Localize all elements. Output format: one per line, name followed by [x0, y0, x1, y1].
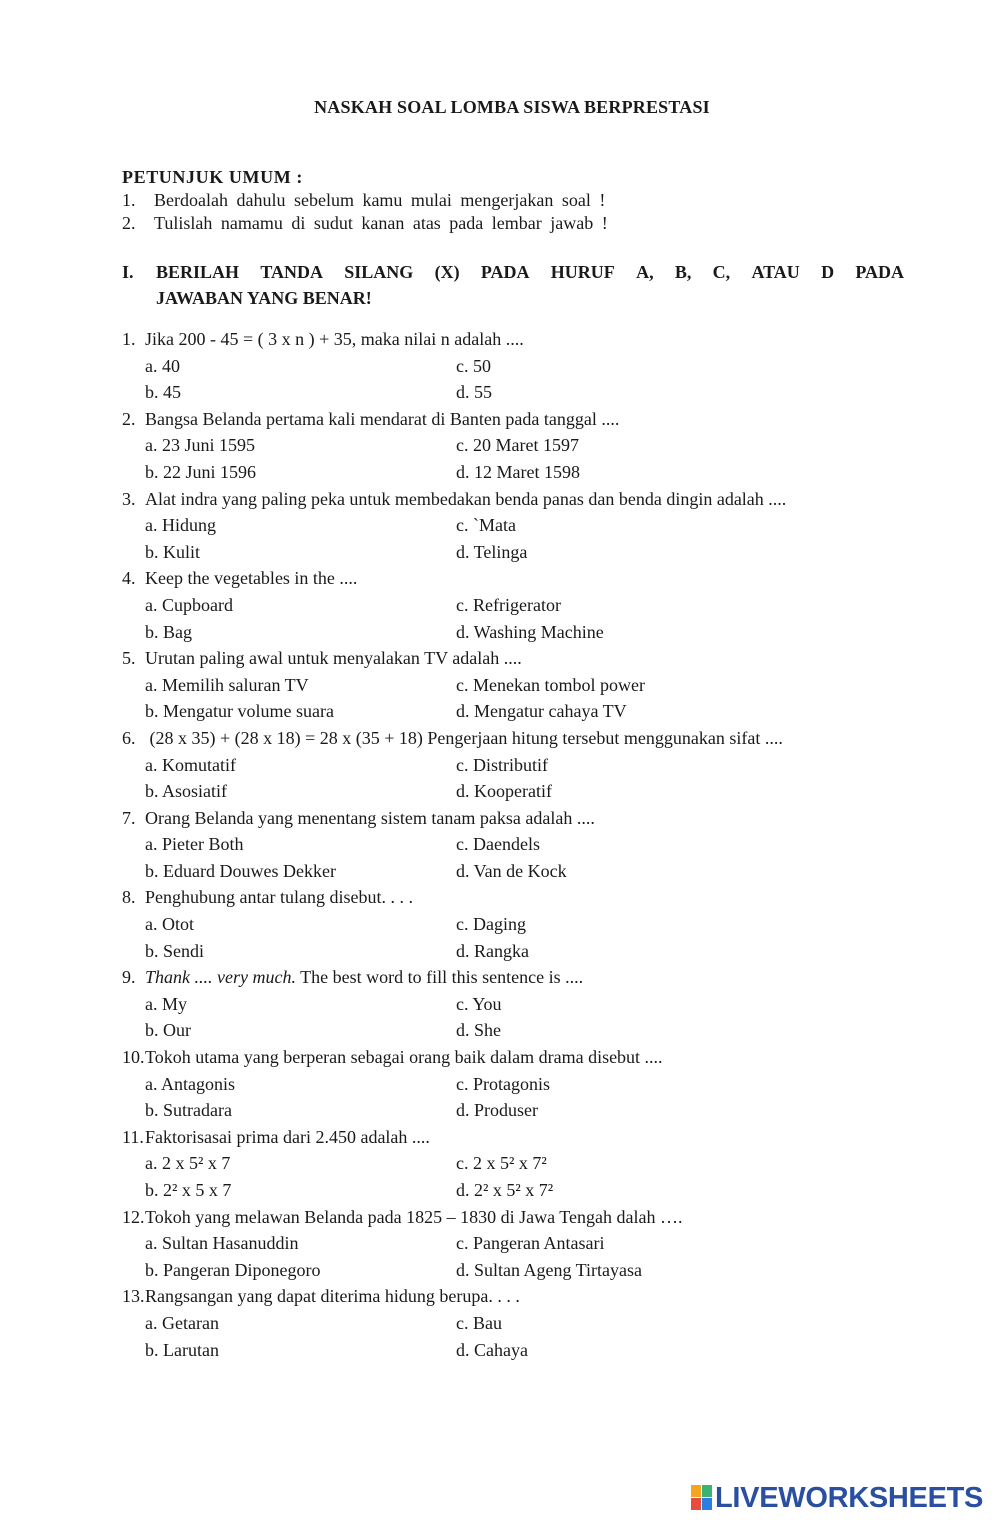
option-row — [122, 619, 922, 646]
option-row — [122, 512, 922, 539]
answer-option-d[interactable]: d. Cahaya — [456, 1339, 528, 1360]
answer-option-d[interactable]: d. Produser — [456, 1100, 538, 1121]
section-word: ATAU — [751, 262, 800, 282]
question-text: (28 x 35) + (28 x 18) = 28 x (35 + 18) Pengerjaan hitung tersebut menggunakan sifat .... — [145, 727, 783, 748]
option-row — [122, 1257, 922, 1284]
question-item — [122, 964, 922, 1044]
option-row — [122, 432, 922, 459]
option-row — [122, 1337, 922, 1364]
option-row — [122, 379, 922, 406]
section-word: D — [821, 262, 835, 282]
option-row — [122, 698, 922, 725]
question-item — [122, 486, 922, 566]
question-number: 3. — [122, 488, 136, 509]
question-text: Penghubung antar tulang disebut. . . . — [145, 887, 413, 908]
question-number: 9. — [122, 967, 136, 988]
question-text: Tokoh utama yang berperan sebagai orang baik dalam drama disebut .... — [145, 1047, 663, 1068]
brand-logo — [691, 1483, 983, 1513]
section-word: BERILAH — [156, 262, 240, 282]
question-item — [122, 645, 922, 725]
question-text: The best word to fill this sentence is .... — [295, 967, 584, 988]
question-text: Alat indra yang paling peka untuk membedakan benda panas dan benda dingin adalah .... — [145, 488, 787, 509]
question-number: 11. — [122, 1126, 144, 1147]
question-text: Bangsa Belanda pertama kali mendarat di Banten pada tanggal .... — [145, 408, 620, 429]
option-row — [122, 1071, 922, 1098]
general-instructions — [122, 165, 608, 235]
option-row — [122, 592, 922, 619]
question-item — [122, 1124, 922, 1204]
question-number: 12. — [122, 1206, 145, 1227]
question-stem — [122, 964, 922, 991]
answer-option-a[interactable]: a. Hidung — [145, 515, 216, 536]
answer-option-a[interactable]: a. 23 Juni 1595 — [145, 435, 255, 456]
answer-option-d[interactable]: d. Van de Kock — [456, 860, 567, 881]
answer-option-a[interactable]: a. Komutatif — [145, 754, 236, 775]
option-row — [122, 938, 922, 965]
question-stem — [122, 725, 922, 752]
question-text-italic: Thank .... very much. — [145, 967, 296, 988]
section-word: B, — [674, 262, 692, 282]
answer-option-c[interactable]: c. `Mata — [456, 515, 516, 536]
answer-option-a[interactable]: a. Otot — [145, 914, 194, 935]
answer-option-d[interactable]: d. Mengatur cahaya TV — [456, 701, 627, 722]
answer-option-c[interactable]: c. 50 — [456, 355, 491, 376]
answer-option-c[interactable]: c. You — [456, 993, 502, 1014]
question-text: Keep the vegetables in the .... — [145, 568, 358, 589]
option-row — [122, 1310, 922, 1337]
question-stem — [122, 326, 922, 353]
instructions-heading: PETUNJUK UMUM : — [122, 167, 303, 187]
question-stem — [122, 486, 922, 513]
question-item — [122, 1204, 922, 1284]
answer-option-b[interactable]: b. Our — [145, 1020, 191, 1041]
answer-option-b[interactable]: b. Kulit — [145, 541, 201, 562]
option-row — [122, 1177, 922, 1204]
answer-option-b[interactable]: b. Pangeran Diponegoro — [145, 1259, 321, 1280]
question-stem — [122, 645, 922, 672]
question-item — [122, 805, 922, 885]
option-row — [122, 752, 922, 779]
brand-name: LIVEWORKSHEETS — [715, 1481, 984, 1514]
instruction-number: 1. — [122, 190, 136, 210]
answer-option-a[interactable]: a. Getaran — [145, 1312, 219, 1333]
question-number: 7. — [122, 807, 136, 828]
answer-option-d[interactable]: d. Washing Machine — [456, 621, 604, 642]
question-stem — [122, 884, 922, 911]
answer-option-a[interactable]: a. Cupboard — [145, 594, 233, 615]
instruction-text: Tulislah namamu di sudut kanan atas pada lembar jawab ! — [154, 213, 608, 233]
liveworksheets-logo-icon — [691, 1485, 713, 1511]
answer-option-b[interactable]: b. 22 Juni 1596 — [145, 461, 257, 482]
section-word: (X) — [434, 262, 460, 282]
question-item — [122, 884, 922, 964]
answer-option-c[interactable]: c. Menekan tombol power — [456, 674, 645, 695]
answer-option-b[interactable]: b. Eduard Douwes Dekker — [145, 860, 336, 881]
question-text: Orang Belanda yang menentang sistem tanam paksa adalah .... — [145, 807, 595, 828]
answer-option-a[interactable]: a. Memilih saluran TV — [145, 674, 309, 695]
option-row — [122, 1017, 922, 1044]
question-stem — [122, 805, 922, 832]
question-number: 5. — [122, 648, 136, 669]
question-number: 8. — [122, 887, 136, 908]
section-number: I. — [122, 262, 134, 282]
question-text: Jika 200 - 45 = ( 3 x n ) + 35, maka nilai n adalah .... — [145, 329, 524, 349]
answer-option-b[interactable]: b. 2² x 5 x 7 — [145, 1180, 232, 1200]
answer-option-b[interactable]: b. Larutan — [145, 1339, 219, 1360]
option-row — [122, 1230, 922, 1257]
section-word: C, — [712, 262, 731, 282]
option-row — [122, 991, 922, 1018]
answer-option-a[interactable]: a. Pieter Both — [145, 834, 244, 855]
option-row — [122, 911, 922, 938]
answer-option-a[interactable]: a. 2 x 5² x 7 — [145, 1153, 231, 1174]
answer-option-d[interactable]: d. Kooperatif — [456, 781, 552, 802]
answer-option-d[interactable]: d. Sultan Ageng Tirtayasa — [456, 1259, 643, 1280]
answer-option-c[interactable]: c. Refrigerator — [456, 594, 561, 615]
question-number: 13. — [122, 1286, 145, 1307]
question-stem — [122, 1044, 922, 1071]
question-stem — [122, 1124, 922, 1151]
question-number: 6. — [122, 727, 136, 748]
option-row — [122, 1150, 922, 1177]
answer-option-c[interactable]: c. Protagonis — [456, 1073, 550, 1094]
answer-option-c[interactable]: c. 20 Maret 1597 — [456, 435, 579, 456]
answer-option-d[interactable]: d. She — [456, 1020, 501, 1041]
section-word: PADA — [480, 262, 530, 282]
answer-option-c[interactable]: c. Distributif — [456, 754, 548, 775]
option-row — [122, 672, 922, 699]
answer-option-c[interactable]: c. Pangeran Antasari — [456, 1233, 605, 1254]
answer-option-a[interactable]: a. Sultan Hasanuddin — [145, 1233, 299, 1254]
instruction-text: Berdoalah dahulu sebelum kamu mulai mengerjakan soal ! — [154, 190, 606, 210]
page-title: NASKAH SOAL LOMBA SISWA BERPRESTASI — [314, 97, 710, 117]
question-text: Faktorisasai prima dari 2.450 adalah .... — [145, 1126, 430, 1147]
instruction-item — [122, 189, 608, 212]
section-heading — [122, 259, 904, 311]
question-item — [122, 406, 922, 486]
answer-option-d[interactable]: d. Rangka — [456, 940, 529, 961]
answer-option-b[interactable]: b. Sendi — [145, 940, 205, 961]
section-word: HURUF — [550, 262, 615, 282]
answer-option-c[interactable]: c. 2 x 5² x 7² — [456, 1153, 547, 1174]
section-word: A, — [636, 262, 654, 282]
option-row — [122, 831, 922, 858]
answer-option-d[interactable]: d. Telinga — [456, 541, 528, 562]
instruction-number: 2. — [122, 213, 136, 233]
section-word: PADA — [855, 262, 904, 282]
answer-option-c[interactable]: c. Bau — [456, 1312, 502, 1333]
question-item — [122, 1044, 922, 1124]
question-text: Rangsangan yang dapat diterima hidung berupa. . . . — [145, 1286, 520, 1307]
question-number: 10. — [122, 1047, 145, 1068]
question-list — [122, 326, 922, 1363]
answer-option-b[interactable]: b. 45 — [145, 382, 181, 403]
option-row — [122, 778, 922, 805]
section-instruction-line: JAWABAN YANG BENAR! — [156, 288, 372, 308]
question-stem — [122, 406, 922, 433]
question-item — [122, 326, 922, 406]
question-text: Urutan paling awal untuk menyalakan TV adalah .... — [145, 648, 522, 669]
answer-option-b[interactable]: b. Asosiatif — [145, 781, 228, 802]
question-item — [122, 725, 922, 805]
question-text: Tokoh yang melawan Belanda pada 1825 – 1830 di Jawa Tengah dalah …. — [145, 1206, 683, 1227]
answer-option-a[interactable]: a. 40 — [145, 355, 180, 376]
section-word: SILANG — [344, 262, 414, 282]
answer-option-d[interactable]: d. 55 — [456, 382, 492, 403]
question-item — [122, 565, 922, 645]
question-item — [122, 1283, 922, 1363]
answer-option-c[interactable]: c. Daendels — [456, 834, 540, 855]
answer-option-d[interactable]: d. 2² x 5² x 7² — [456, 1180, 554, 1200]
answer-option-b[interactable]: b. Mengatur volume suara — [145, 701, 334, 722]
option-row — [122, 858, 922, 885]
option-row — [122, 1097, 922, 1124]
section-word: TANDA — [260, 262, 323, 282]
question-stem — [122, 1204, 922, 1231]
question-number: 1. — [122, 329, 136, 349]
question-number: 4. — [122, 568, 136, 589]
answer-option-d[interactable]: d. 12 Maret 1598 — [456, 461, 580, 482]
question-stem — [122, 1283, 922, 1310]
question-stem — [122, 565, 922, 592]
option-row — [122, 353, 922, 380]
answer-option-a[interactable]: a. Antagonis — [145, 1073, 235, 1094]
instruction-item — [122, 212, 608, 235]
answer-option-b[interactable]: b. Sutradara — [145, 1100, 232, 1121]
option-row — [122, 459, 922, 486]
answer-option-a[interactable]: a. My — [145, 993, 187, 1014]
section-instruction-line — [156, 259, 904, 285]
answer-option-c[interactable]: c. Daging — [456, 914, 526, 935]
option-row — [122, 539, 922, 566]
answer-option-b[interactable]: b. Bag — [145, 621, 192, 642]
question-number: 2. — [122, 408, 136, 429]
